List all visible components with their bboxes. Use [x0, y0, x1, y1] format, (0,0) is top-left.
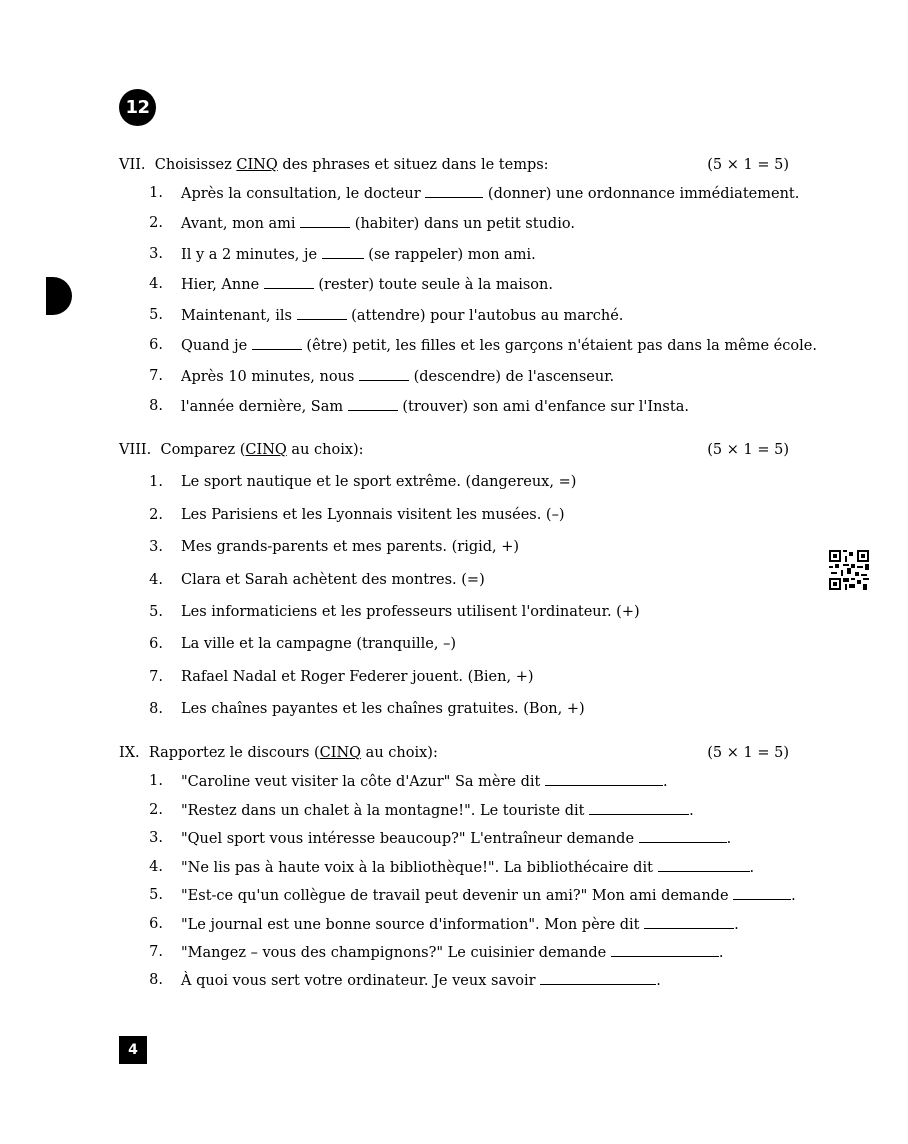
- item-text: (habiter) dans un petit studio.: [350, 216, 575, 232]
- section-7-heading: [119, 155, 789, 175]
- section-7-title-suffix: des phrases et situez dans le temps:: [277, 157, 549, 173]
- section-9-marks: (5 × 1 = 5): [707, 745, 789, 761]
- item-text: Clara et Sarah achètent des montres. (=): [181, 572, 485, 588]
- section-9-title-suffix: au choix):: [361, 745, 438, 761]
- item-text: Il y a 2 minutes, je: [181, 247, 322, 263]
- item-number: 4.: [149, 572, 163, 588]
- section-8-title-suffix: au choix):: [286, 442, 364, 458]
- item-text: Après la consultation, le docteur: [181, 186, 426, 202]
- item-text: .: [749, 860, 755, 876]
- item-text: La ville et la campagne (tranquille, –): [181, 636, 456, 652]
- item-text: À quoi vous sert votre ordinateur. Je veux savoir: [181, 973, 541, 989]
- answer-blank[interactable]: [611, 942, 719, 957]
- section-9-title-prefix: IX. Rapportez le discours (: [119, 745, 320, 761]
- section-9-heading: [119, 743, 789, 763]
- item-number: 6.: [149, 916, 163, 932]
- item-number: 1.: [149, 185, 163, 201]
- section-8-title-prefix: VIII. Comparez (: [119, 442, 246, 458]
- item-number: 7.: [149, 368, 163, 384]
- item-number: 3.: [149, 830, 163, 846]
- item-text: Après 10 minutes, nous: [181, 369, 359, 385]
- answer-blank[interactable]: [322, 244, 364, 259]
- answer-blank[interactable]: [545, 771, 663, 786]
- qr-code-icon: [829, 550, 869, 590]
- answer-blank[interactable]: [297, 305, 347, 320]
- item-text: Hier, Anne: [181, 277, 264, 293]
- section-7: [119, 155, 817, 415]
- item-text: (descendre) de l'ascenseur.: [408, 369, 615, 385]
- answer-blank[interactable]: [300, 213, 350, 228]
- answer-blank[interactable]: [348, 396, 398, 411]
- item-number: 7.: [149, 669, 163, 685]
- item-text: (trouver) son ami d'enfance sur l'Insta.: [397, 399, 689, 415]
- answer-blank[interactable]: [644, 914, 734, 929]
- item-number: 7.: [149, 944, 163, 960]
- item-text: .: [791, 888, 796, 904]
- section-8-marks: (5 × 1 = 5): [707, 442, 789, 458]
- item-text: (rester) toute seule à la maison.: [313, 277, 553, 293]
- item-text: "Est-ce qu'un collègue de travail peut devenir un ami?" Mon ami demande: [181, 888, 734, 904]
- item-text: "Restez dans un chalet à la montagne!". Le touriste dit: [181, 803, 590, 819]
- item-text: "Le journal est une bonne source d'information". Mon père dit: [181, 917, 645, 933]
- item-number: 8.: [149, 701, 163, 717]
- item-number: 5.: [149, 307, 163, 323]
- answer-blank[interactable]: [658, 857, 750, 872]
- item-text: Les chaînes payantes et les chaînes gratuites. (Bon, +): [181, 701, 585, 717]
- section-7-marks: (5 × 1 = 5): [707, 157, 789, 173]
- item-number: 5.: [149, 887, 163, 903]
- item-number: 8.: [149, 398, 163, 414]
- item-text: Rafael Nadal et Roger Federer jouent. (Bien, +): [181, 669, 534, 685]
- unit-number-badge: 12: [119, 89, 156, 126]
- page-number: 4: [119, 1036, 147, 1064]
- section-8: [119, 440, 789, 717]
- item-number: 2.: [149, 507, 163, 523]
- item-text: Les Parisiens et les Lyonnais visitent les musées. (–): [181, 507, 565, 523]
- item-number: 1.: [149, 773, 163, 789]
- item-text: Mes grands-parents et mes parents. (rigid, +): [181, 539, 520, 555]
- answer-blank[interactable]: [639, 828, 727, 843]
- item-number: 1.: [149, 474, 163, 490]
- item-text: (se rappeler) mon ami.: [363, 247, 536, 263]
- item-text: l'année dernière, Sam: [181, 399, 348, 415]
- answer-blank[interactable]: [540, 970, 656, 985]
- answer-blank[interactable]: [733, 885, 791, 900]
- item-text: Maintenant, ils: [181, 308, 297, 324]
- section-9-title-emph: CINQ: [319, 745, 362, 761]
- item-text: (être) petit, les filles et les garçons n'étaient pas dans la même école.: [301, 338, 817, 354]
- item-number: 2.: [149, 215, 163, 231]
- item-text: .: [689, 803, 694, 819]
- item-text: (donner) une ordonnance immédiatement.: [483, 186, 800, 202]
- item-number: 3.: [149, 246, 163, 262]
- half-disc-marker-icon: [46, 277, 72, 315]
- item-text: "Quel sport vous intéresse beaucoup?" L'entraîneur demande: [181, 831, 639, 847]
- item-text: .: [656, 973, 661, 989]
- item-text: Les informaticiens et les professeurs utilisent l'ordinateur. (+): [181, 604, 640, 620]
- item-number: 5.: [149, 604, 163, 620]
- answer-blank[interactable]: [359, 366, 409, 381]
- item-text: .: [734, 917, 739, 933]
- answer-blank[interactable]: [425, 183, 483, 198]
- item-number: 4.: [149, 276, 163, 292]
- section-8-heading: [119, 440, 789, 460]
- item-number: 2.: [149, 802, 163, 818]
- section-9: [119, 743, 796, 989]
- section-7-title-prefix: VII. Choisissez: [119, 157, 237, 173]
- item-text: Quand je: [181, 338, 252, 354]
- item-text: .: [726, 831, 732, 847]
- item-number: 6.: [149, 636, 163, 652]
- item-text: (attendre) pour l'autobus au marché.: [346, 308, 624, 324]
- item-text: "Caroline veut visiter la côte d'Azur" Sa mère dit: [181, 774, 545, 790]
- answer-blank[interactable]: [252, 335, 302, 350]
- item-text: Avant, mon ami: [181, 216, 301, 232]
- item-text: Le sport nautique et le sport extrême. (dangereux, =): [181, 474, 577, 490]
- section-7-title-emph: CINQ: [236, 157, 278, 173]
- item-number: 8.: [149, 972, 163, 988]
- item-text: .: [662, 774, 668, 790]
- answer-blank[interactable]: [589, 800, 689, 815]
- item-number: 4.: [149, 859, 163, 875]
- item-number: 6.: [149, 337, 163, 353]
- section-8-title-emph: CINQ: [245, 442, 287, 458]
- item-text: "Mangez – vous des champignons?" Le cuisinier demande: [181, 945, 611, 961]
- item-text: "Ne lis pas à haute voix à la bibliothèque!". La bibliothécaire dit: [181, 860, 658, 876]
- item-number: 3.: [149, 539, 163, 555]
- item-text: .: [718, 945, 724, 961]
- answer-blank[interactable]: [264, 274, 314, 289]
